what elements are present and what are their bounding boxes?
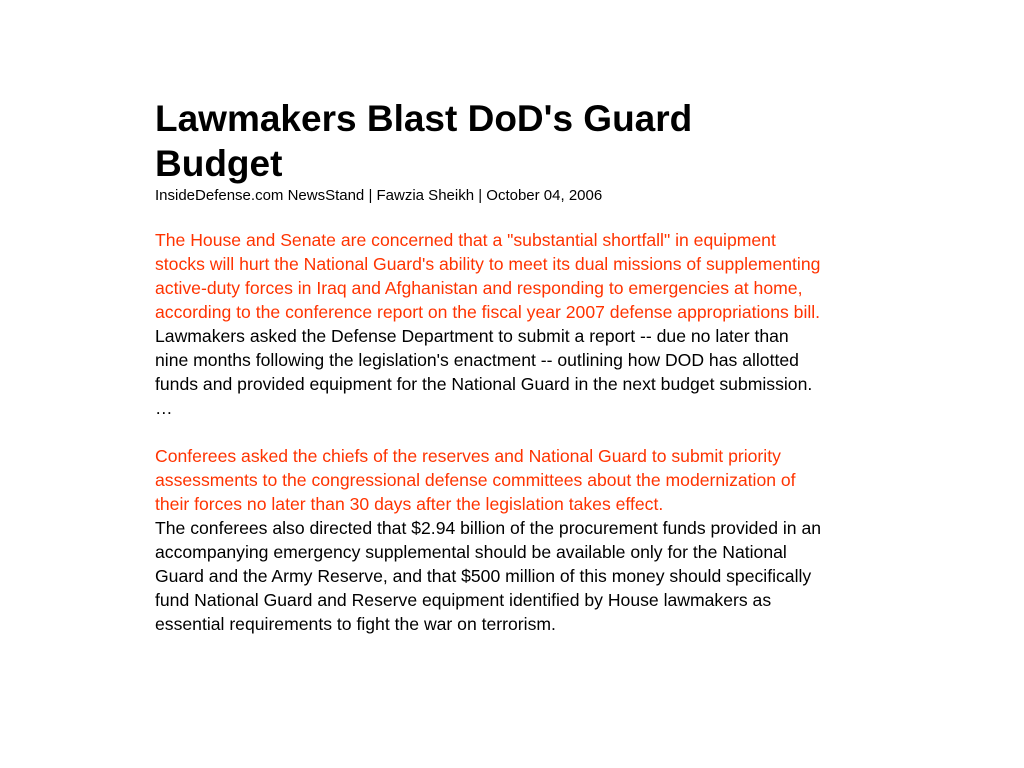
paragraph-spacer [155,420,823,444]
article-byline: InsideDefense.com NewsStand | Fawzia Sheikh | October 04, 2006 [155,187,603,204]
article [155,96,823,636]
article-paragraph: The conferees also directed that $2.94 billion of the procurement funds provided in an accompanying emergency supplemental should be available only for the National Guard and the Army Reserve, and that $500 million of this money should specifically fund National Guard and Reserve equipment identified by House lawmakers as essential requirements to fight the war on terrorism. [155,518,822,634]
article-paragraph-highlight: Conferees asked the chiefs of the reserves and National Guard to submit priority assessments to the congressional defense committees about the modernization of their forces no later than 30 days after the legislation takes effect. [155,446,796,514]
article-headline: Lawmakers Blast DoD's Guard Budget [155,98,693,184]
article-paragraph: Lawmakers asked the Defense Department to submit a report -- due no later than nine months following the legislation's enactment -- outlining how DOD has allotted funds and provided equipment for the National Guard in the next budget submission. … [155,326,813,418]
article-paragraph-highlight: The House and Senate are concerned that a "substantial shortfall" in equipment stocks will hurt the National Guard's ability to meet its dual missions of supplementing active-duty forces in Iraq and Afghanistan and responding to emergencies at home, according to the conference report on the fiscal year 2007 defense appropriations bill. [155,230,821,322]
